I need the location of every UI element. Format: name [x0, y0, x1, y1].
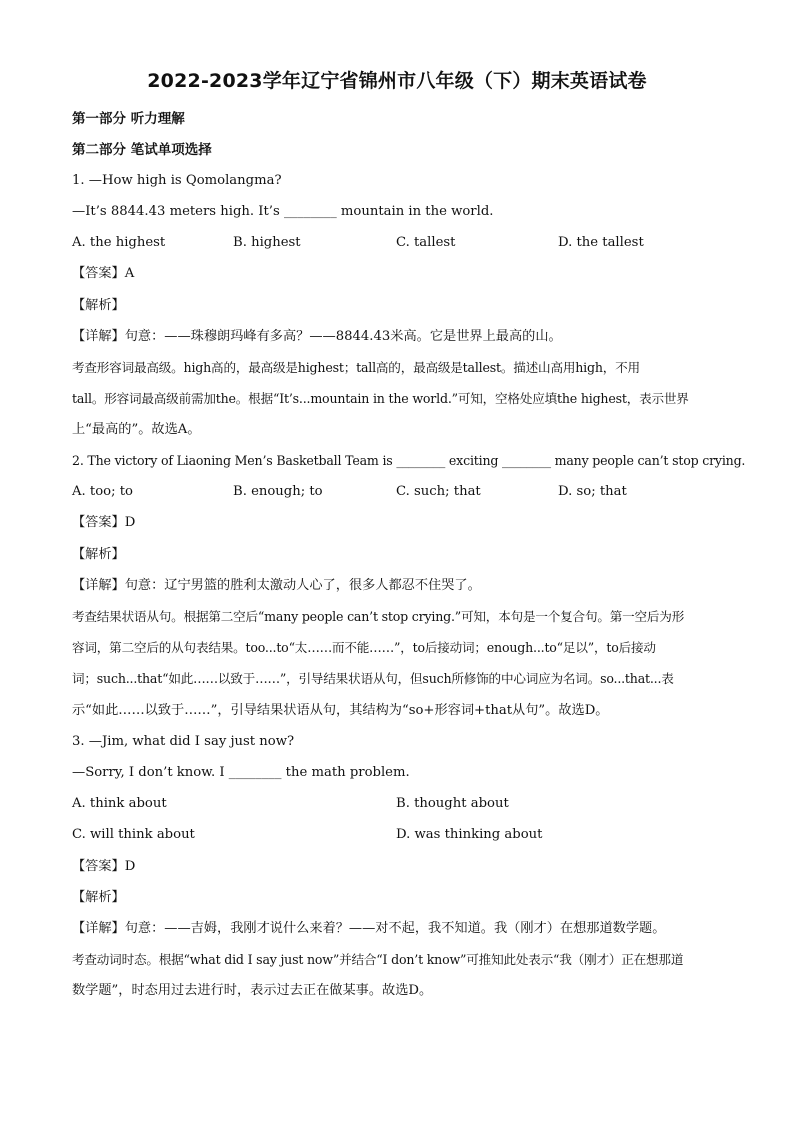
q1-option-b: B. highest	[233, 235, 301, 250]
q1-option-c: C. tallest	[396, 235, 456, 250]
section-part2: 第二部分 笔试单项选择	[72, 142, 212, 158]
section-part1: 第一部分 听力理解	[72, 111, 185, 127]
q3-answer: 【答案】D	[72, 859, 136, 874]
q1-option-d: D. the tallest	[558, 235, 644, 250]
q3-option-c: C. will think about	[72, 827, 195, 842]
q1-option-a: A. the highest	[72, 235, 166, 250]
q2-option-b: B. enough; to	[233, 484, 323, 499]
q2-option-d: D. so; that	[558, 484, 627, 499]
q1-analysis-label: 【解析】	[72, 298, 125, 313]
q3-line2: —Sorry, I don’t know. I ________ the math problem.	[72, 765, 410, 780]
q2-answer: 【答案】D	[72, 515, 136, 530]
q2-detail-line: 考查结果状语从句。根据第二空后“many people can’t stop crying.”可知，本句是一个复合句。第一空后为形	[72, 609, 685, 624]
q1-line2: —It’s 8844.43 meters high. It’s ________ mountain in the world.	[72, 204, 494, 219]
q1-stem: 1. —How high is Qomolangma?	[72, 173, 282, 188]
q2-option-c: C. such; that	[396, 484, 481, 499]
q1-detail-line: 考查形容词最高级。high高的，最高级是highest；tall高的，最高级是tallest。描述山高用high，不用	[72, 360, 640, 375]
q3-detail-line: 数学题”，时态用过去进行时，表示过去正在做某事。故选D。	[72, 983, 433, 998]
q1-detail-line: 上“最高的”。故选A。	[72, 422, 201, 437]
q2-detail-line: 【详解】句意：辽宁男篮的胜利太激动人心了，很多人都忍不住哭了。	[72, 578, 481, 593]
q1-answer: 【答案】A	[72, 266, 135, 281]
q3-option-d: D. was thinking about	[396, 827, 543, 842]
q1-detail-line: tall。形容词最高级前需加the。根据“It’s...mountain in the world.”可知，空格处应填the highest，表示世界	[72, 391, 689, 406]
q2-option-a: A. too; to	[72, 484, 133, 499]
q3-detail-line: 考查动词时态。根据“what did I say just now”并结合“I don’t know”可推知此处表示“我（刚才）正在想那道	[72, 952, 684, 967]
q3-detail-line: 【详解】句意：——吉姆，我刚才说什么来着？——对不起，我不知道。我（刚才）在想那道数学题。	[72, 921, 666, 936]
page-title: 2022-2023学年辽宁省锦州市八年级（下）期末英语试卷	[147, 70, 647, 92]
q2-detail-line: 词；such...that“如此……以致于……”，引导结果状语从句，但such所修饰的中心词应为名词。so...that...表	[72, 671, 674, 686]
q2-analysis-label: 【解析】	[72, 547, 125, 562]
q2-stem: 2. The victory of Liaoning Men’s Basketball Team is ________ exciting ________ many people can’t stop crying.	[72, 453, 746, 468]
q2-detail-line: 容词，第二空后的从句表结果。too...to“太……而不能……”，to后接动词；enough...to“足以”，to后接动	[72, 640, 656, 655]
q3-option-a: A. think about	[72, 796, 167, 811]
q3-option-b: B. thought about	[396, 796, 509, 811]
q3-analysis-label: 【解析】	[72, 890, 125, 905]
q2-detail-line: 示“如此……以致于……”，引导结果状语从句，其结构为“so+形容词+that从句”。故选D。	[72, 703, 609, 718]
q3-stem: 3. —Jim, what did I say just now?	[72, 734, 295, 749]
q1-detail-line: 【详解】句意：——珠穆朗玛峰有多高？——8844.43米高。它是世界上最高的山。	[72, 329, 562, 344]
